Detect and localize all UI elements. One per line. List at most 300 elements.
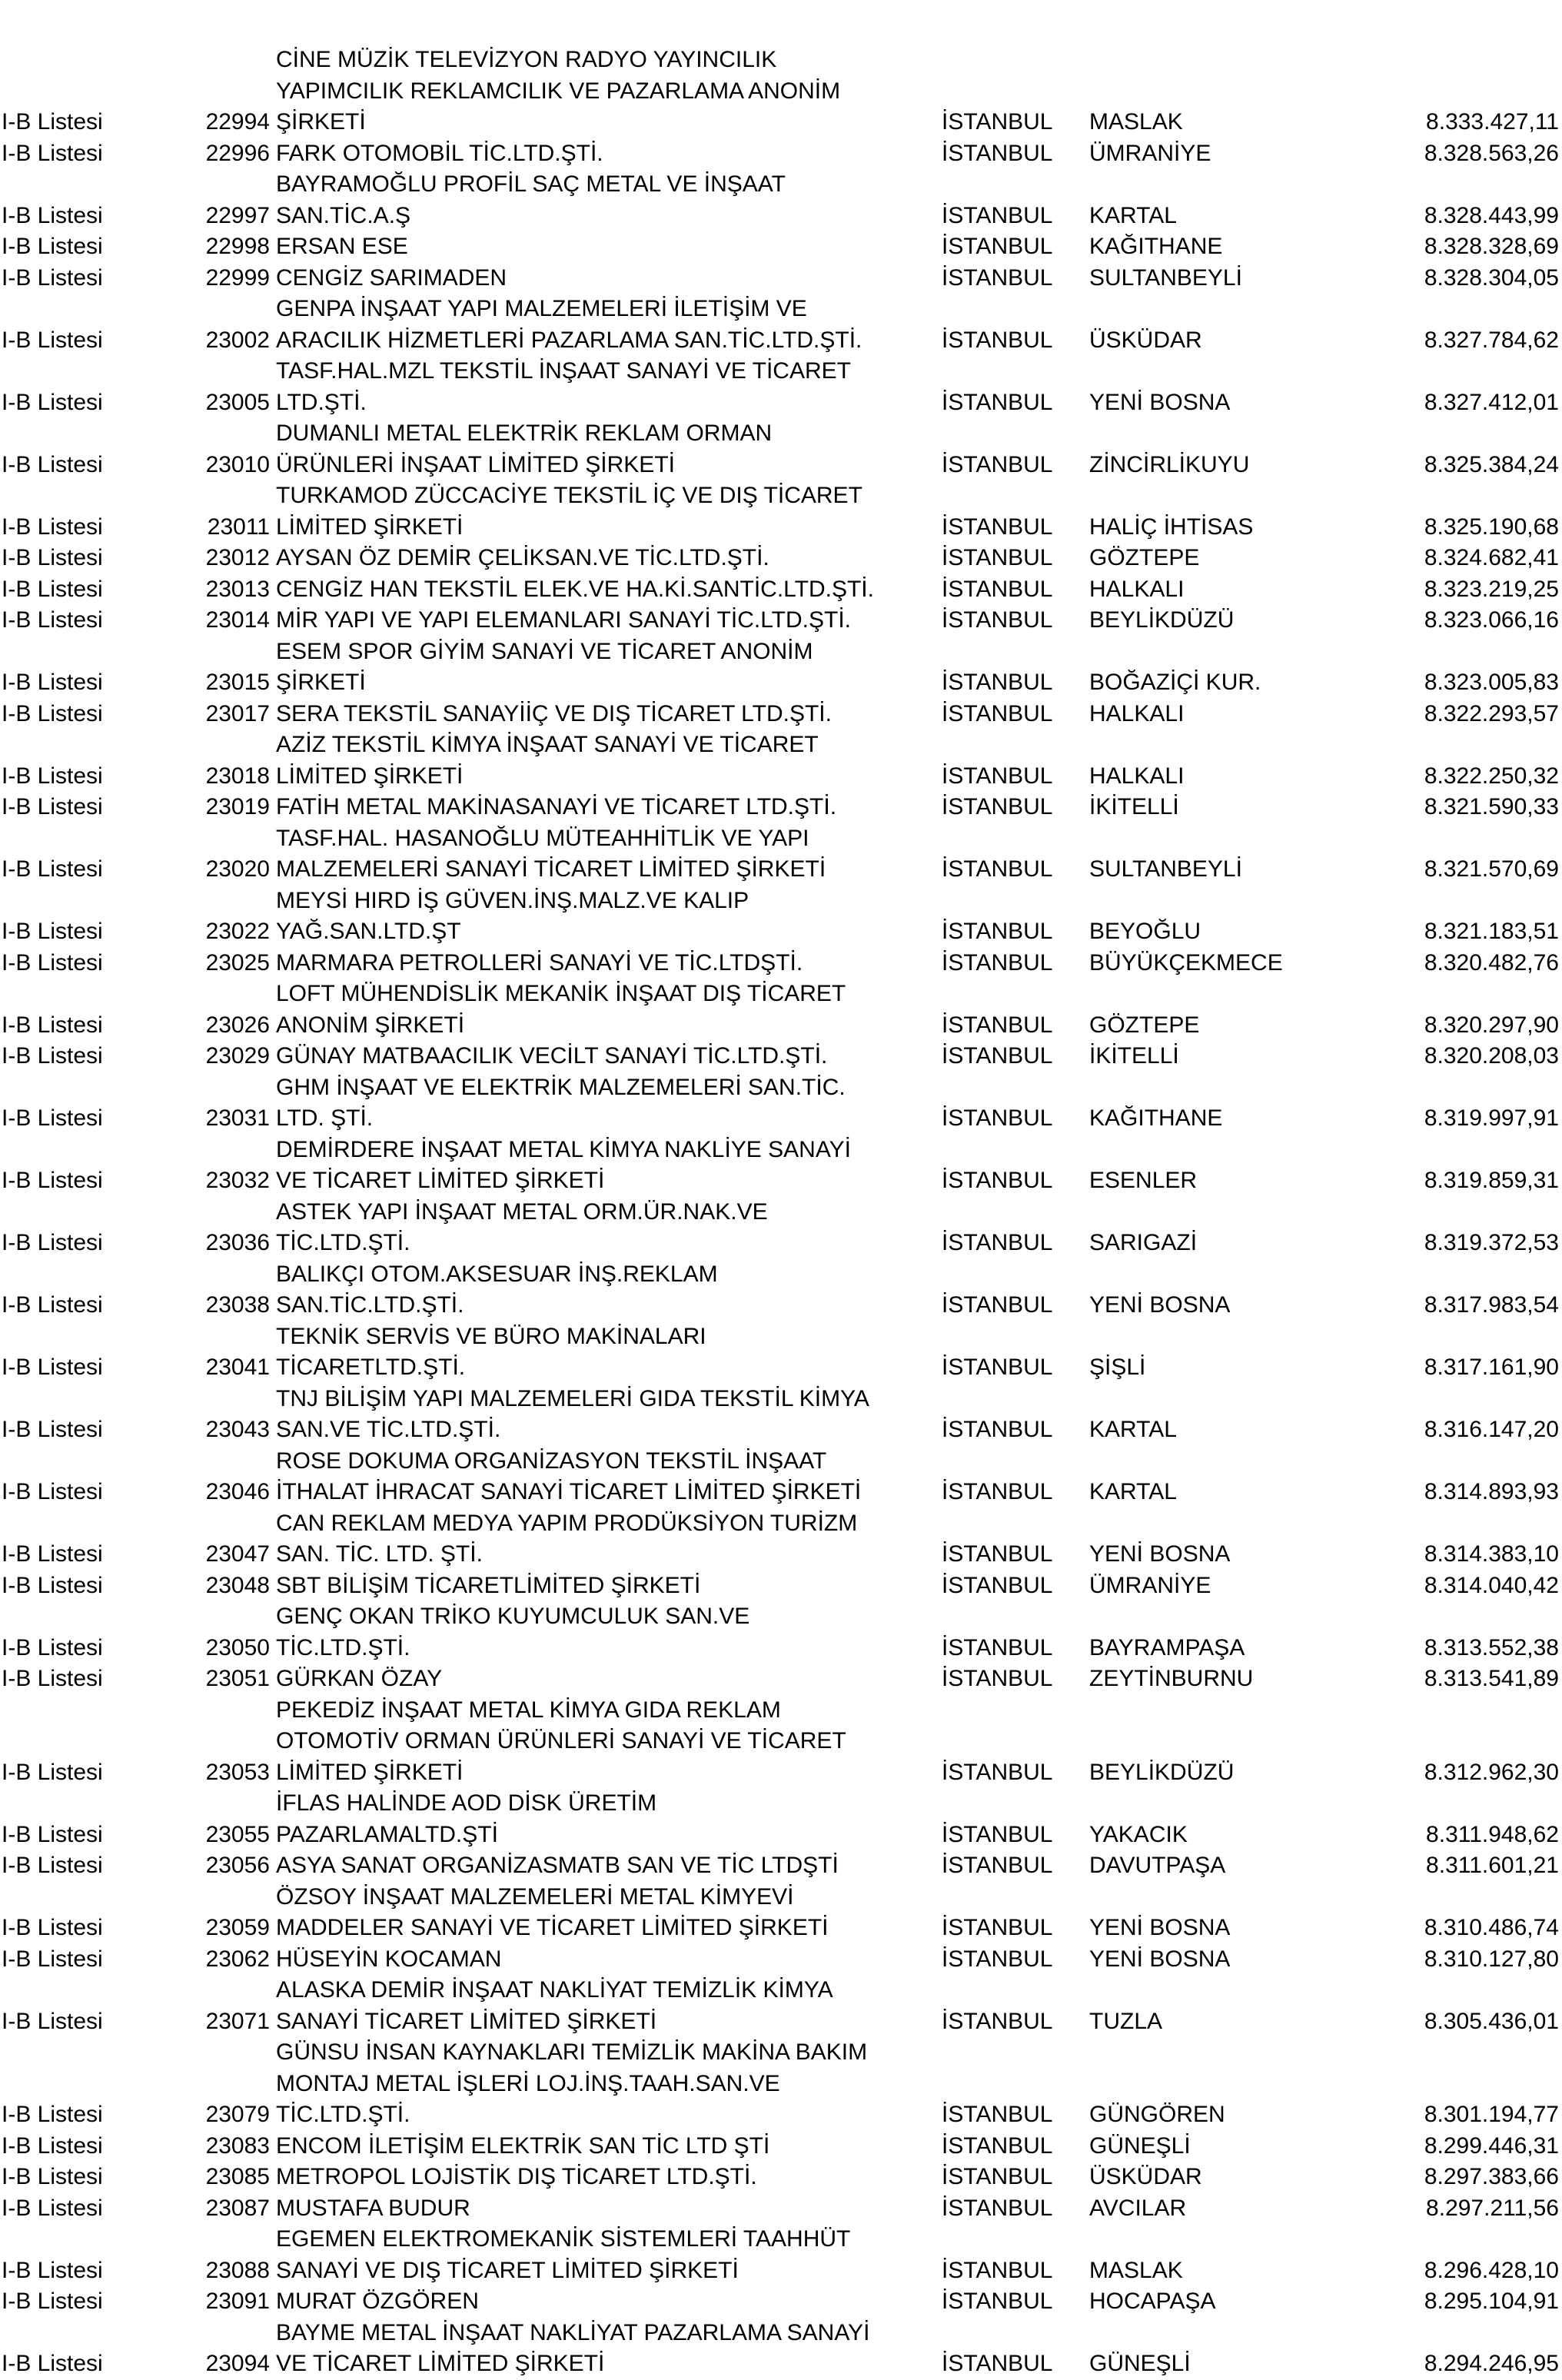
company-name-cell <box>276 2193 470 2225</box>
district-cell: YENİ BOSNA <box>1089 389 1231 415</box>
city-cell: İSTANBUL <box>942 919 1053 944</box>
record-number-cell: 23085 <box>205 2164 270 2189</box>
list-name-cell: I-B Listesi <box>2 1417 103 1442</box>
list-name-cell: I-B Listesi <box>2 1230 103 1255</box>
company-name-cell <box>276 574 874 606</box>
record-number-cell: 23055 <box>205 1821 270 1847</box>
table-row <box>0 1197 1562 1259</box>
city-cell: İSTANBUL <box>942 2008 1053 2034</box>
amount-cell: 8.325.384,24 <box>1424 451 1559 477</box>
list-name-cell: I-B Listesi <box>2 264 103 291</box>
list-name-cell: I-B Listesi <box>2 514 103 540</box>
district-cell: HALİÇ İHTİSAS <box>1089 514 1254 540</box>
district-cell: YENİ BOSNA <box>1089 1292 1231 1318</box>
city-cell: İSTANBUL <box>942 109 1053 135</box>
company-name-line: TİCARETLTD.ŞTİ. <box>276 1355 466 1380</box>
district-cell: HOCAPAŞA <box>1089 2289 1216 2314</box>
record-number-cell: 23041 <box>205 1355 270 1380</box>
company-name-cell <box>276 2037 867 2131</box>
amount-cell: 8.314.893,93 <box>1424 1479 1559 1504</box>
company-name-cell <box>276 2286 479 2318</box>
record-number-cell: 23002 <box>205 327 270 353</box>
company-name-line: MALZEMELERİ SANAYİ TİCARET LİMİTED ŞİRKETİ <box>276 856 826 882</box>
company-name-line: SERA TEKSTİL SANAYİİÇ VE DIŞ TİCARET LTD.ŞTİ. <box>276 700 832 726</box>
amount-cell: 8.319.372,53 <box>1424 1230 1559 1255</box>
company-name-line: GÜNSU İNSAN KAYNAKLARI TEMİZLİK MAKİNA BAKIM <box>276 2039 868 2065</box>
district-cell: YENİ BOSNA <box>1089 1915 1231 1940</box>
company-name-line: OTOMOTİV ORMAN ÜRÜNLERİ SANAYİ VE TİCARET <box>276 1728 846 1753</box>
amount-cell: 8.314.383,10 <box>1424 1541 1559 1567</box>
company-name-line: ANONİM ŞİRKETİ <box>276 1012 465 1038</box>
record-number-cell: 23032 <box>205 1168 270 1193</box>
company-name-line: LİMİTED ŞİRKETİ <box>276 514 464 540</box>
district-cell: GÜNEŞLİ <box>1089 2132 1191 2159</box>
table-row <box>0 1850 1562 1882</box>
district-cell: YENİ BOSNA <box>1089 1541 1231 1567</box>
table-row <box>0 169 1562 231</box>
amount-cell: 8.297.211,56 <box>1426 2195 1559 2221</box>
company-name-cell <box>276 1882 829 1944</box>
district-cell: ÜMRANİYE <box>1089 1572 1211 1598</box>
company-name-line: SAN.TİC.A.Ş <box>276 202 411 228</box>
table-row <box>0 637 1562 699</box>
amount-cell: 8.295.104,91 <box>1424 2289 1559 2314</box>
record-number-cell: 23026 <box>205 1012 270 1038</box>
company-name-line: ASYA SANAT ORGANİZASMATB SAN VE TİC LTDŞTİ <box>276 1853 839 1878</box>
city-cell: İSTANBUL <box>942 2289 1053 2314</box>
city-cell: İSTANBUL <box>942 264 1053 291</box>
record-number-cell: 23011 <box>207 514 270 540</box>
city-cell: İSTANBUL <box>942 1043 1053 1069</box>
amount-cell: 8.301.194,77 <box>1424 2102 1559 2127</box>
table-row <box>0 792 1562 823</box>
company-name-cell <box>276 294 862 356</box>
list-name-cell: I-B Listesi <box>2 856 103 882</box>
company-name-cell <box>276 979 846 1041</box>
company-name-line: TİC.LTD.ŞTİ. <box>276 2102 410 2127</box>
record-number-cell: 22999 <box>205 264 270 291</box>
company-name-line: YAĞ.SAN.LTD.ŞT <box>276 919 461 944</box>
company-name-line: SANAYİ TİCARET LİMİTED ŞİRKETİ <box>276 2008 657 2034</box>
company-name-line: METROPOL LOJİSTİK DIŞ TİCARET LTD.ŞTİ. <box>276 2164 757 2189</box>
company-name-line: SANAYİ VE DIŞ TİCARET LİMİTED ŞİRKETİ <box>276 2257 739 2283</box>
company-name-line: LOFT MÜHENDİSLİK MEKANİK İNŞAAT DIŞ TİCARET <box>276 981 846 1006</box>
city-cell: İSTANBUL <box>942 2351 1053 2376</box>
company-name-line: LTD. ŞTİ. <box>276 1105 374 1131</box>
list-name-cell: I-B Listesi <box>2 763 103 789</box>
district-cell: ZİNCİRLİKUYU <box>1089 451 1250 477</box>
district-cell: ESENLER <box>1089 1168 1198 1193</box>
district-cell: TUZLA <box>1089 2008 1163 2034</box>
record-number-cell: 23036 <box>205 1230 270 1255</box>
company-name-cell <box>276 45 840 138</box>
table-row <box>0 823 1562 886</box>
company-name-line: TASF.HAL. HASANOĞLU MÜTEAHHİTLİK VE YAPI <box>276 825 809 851</box>
record-number-cell: 23005 <box>205 389 270 415</box>
district-cell: SULTANBEYLİ <box>1089 856 1242 882</box>
amount-cell: 8.323.005,83 <box>1424 670 1559 695</box>
district-cell: GÜNGÖREN <box>1089 2102 1225 2127</box>
company-name-cell <box>276 1197 768 1259</box>
table-row <box>0 1321 1562 1384</box>
company-name-line: FARK OTOMOBİL TİC.LTD.ŞTİ. <box>276 140 603 166</box>
company-name-line: VE TİCARET LİMİTED ŞİRKETİ <box>276 1168 605 1193</box>
city-cell: İSTANBUL <box>942 700 1053 726</box>
company-name-line: TİC.LTD.ŞTİ. <box>276 1634 410 1660</box>
record-number-cell: 23017 <box>205 700 270 726</box>
company-name-line: GENPA İNŞAAT YAPI MALZEMELERİ İLETİŞİM VE <box>276 296 807 321</box>
table-row <box>0 1041 1562 1072</box>
record-number-cell: 22997 <box>205 202 270 228</box>
table-row <box>0 1664 1562 1695</box>
company-name-line: TEKNİK SERVİS VE BÜRO MAKİNALARI <box>276 1323 706 1349</box>
table-row <box>0 45 1562 138</box>
company-name-line: CENGİZ SARIMADEN <box>276 264 507 291</box>
amount-cell: 8.322.293,57 <box>1424 700 1559 726</box>
company-name-line: ARACILIK HİZMETLERİ PAZARLAMA SAN.TİC.LTD.ŞTİ. <box>276 327 862 353</box>
list-name-cell: I-B Listesi <box>2 1666 103 1691</box>
record-number-cell: 23088 <box>205 2257 270 2283</box>
district-cell: KARTAL <box>1089 1479 1177 1504</box>
table-row <box>0 231 1562 263</box>
amount-cell: 8.317.983,54 <box>1424 1292 1559 1318</box>
company-name-cell <box>276 1135 851 1197</box>
district-cell: BEYLİKDÜZÜ <box>1089 607 1235 633</box>
amount-cell: 8.311.948,62 <box>1426 1821 1559 1847</box>
table-row <box>0 1384 1562 1446</box>
record-number-cell: 23025 <box>205 949 270 976</box>
company-name-cell <box>276 730 819 792</box>
district-cell: BEYLİKDÜZÜ <box>1089 1759 1235 1785</box>
company-name-line: MADDELER SANAYİ VE TİCARET LİMİTED ŞİRKETİ <box>276 1915 829 1940</box>
list-name-cell: I-B Listesi <box>2 389 103 415</box>
city-cell: İSTANBUL <box>942 1572 1053 1598</box>
company-name-line: FATİH METAL MAKİNASANAYİ VE TİCARET LTD.ŞTİ. <box>276 794 837 819</box>
district-cell: BEYOĞLU <box>1089 919 1201 944</box>
company-name-cell <box>276 1446 861 1508</box>
record-number-cell: 23059 <box>205 1915 270 1940</box>
city-cell: İSTANBUL <box>942 856 1053 882</box>
list-name-cell: I-B Listesi <box>2 670 103 695</box>
table-row <box>0 948 1562 979</box>
record-number-cell: 23083 <box>205 2132 270 2159</box>
record-number-cell: 23071 <box>205 2008 270 2034</box>
company-name-line: PEKEDİZ İNŞAAT METAL KİMYA GIDA REKLAM <box>276 1697 781 1723</box>
list-name-cell: I-B Listesi <box>2 1012 103 1038</box>
table-row <box>0 2318 1562 2380</box>
company-name-line: PAZARLAMALTD.ŞTİ <box>276 1821 498 1847</box>
record-number-cell: 22998 <box>205 234 270 259</box>
list-name-cell: I-B Listesi <box>2 1572 103 1598</box>
company-name-line: EGEMEN ELEKTROMEKANİK SİSTEMLERİ TAAHHÜT <box>276 2226 851 2252</box>
record-number-cell: 23050 <box>205 1634 270 1660</box>
company-name-line: GHM İNŞAAT VE ELEKTRİK MALZEMELERİ SAN.TİC. <box>276 1074 846 1100</box>
company-name-line: ŞİRKETİ <box>276 109 366 135</box>
record-number-cell: 22996 <box>205 140 270 166</box>
amount-cell: 8.328.563,26 <box>1424 140 1559 166</box>
company-name-cell <box>276 637 813 699</box>
company-name-line: GENÇ OKAN TRİKO KUYUMCULUK SAN.VE <box>276 1604 750 1629</box>
list-name-cell: I-B Listesi <box>2 202 103 228</box>
record-number-cell: 23031 <box>205 1105 270 1131</box>
company-name-line: CAN REKLAM MEDYA YAPIM PRODÜKSİYON TURİZM <box>276 1510 858 1536</box>
company-name-line: ÜRÜNLERİ İNŞAAT LİMİTED ŞİRKETİ <box>276 451 675 477</box>
table-row <box>0 294 1562 356</box>
district-cell: KAĞITHANE <box>1089 1105 1223 1131</box>
list-name-cell: I-B Listesi <box>2 545 103 570</box>
city-cell: İSTANBUL <box>942 763 1053 789</box>
company-name-line: MEYSİ HIRD İŞ GÜVEN.İNŞ.MALZ.VE KALIP <box>276 887 749 913</box>
list-name-cell: I-B Listesi <box>2 2289 103 2314</box>
list-name-cell: I-B Listesi <box>2 1821 103 1847</box>
company-name-cell <box>276 1041 827 1072</box>
district-cell: İKİTELLİ <box>1089 794 1179 819</box>
amount-cell: 8.323.066,16 <box>1424 607 1559 633</box>
city-cell: İSTANBUL <box>942 1355 1053 1380</box>
company-name-cell <box>276 356 851 418</box>
record-number-cell: 23013 <box>205 576 270 602</box>
company-name-cell <box>276 138 603 170</box>
company-name-line: AZİZ TEKSTİL KİMYA İNŞAAT SANAYİ VE TİCARET <box>276 732 819 757</box>
table-row <box>0 574 1562 606</box>
table-row <box>0 2037 1562 2131</box>
city-cell: İSTANBUL <box>942 1946 1053 1972</box>
company-name-cell <box>276 1850 839 1882</box>
amount-cell: 8.321.570,69 <box>1424 856 1559 882</box>
table-row <box>0 1788 1562 1850</box>
city-cell: İSTANBUL <box>942 670 1053 695</box>
record-number-cell: 23038 <box>205 1292 270 1318</box>
list-name-cell: I-B Listesi <box>2 700 103 726</box>
amount-cell: 8.294.246,95 <box>1424 2351 1559 2376</box>
list-name-cell: I-B Listesi <box>2 1853 103 1878</box>
record-number-cell: 23079 <box>205 2102 270 2127</box>
company-name-cell <box>276 1321 706 1384</box>
list-name-cell: I-B Listesi <box>2 1946 103 1972</box>
company-name-line: TURKAMOD ZÜCCACİYE TEKSTİL İÇ VE DIŞ TİCARET <box>276 483 862 508</box>
company-name-cell <box>276 2224 850 2286</box>
record-number-cell: 23051 <box>205 1666 270 1691</box>
record-number-cell: 23022 <box>205 919 270 944</box>
company-name-cell <box>276 169 786 231</box>
amount-cell: 8.319.997,91 <box>1424 1105 1559 1131</box>
company-name-cell <box>276 2318 869 2380</box>
table-row <box>0 1975 1562 2037</box>
city-cell: İSTANBUL <box>942 2257 1053 2283</box>
company-name-line: ESEM SPOR GİYİM SANAYİ VE TİCARET ANONİM <box>276 638 813 664</box>
city-cell: İSTANBUL <box>942 202 1053 228</box>
company-name-line: GÜNAY MATBAACILIK VECİLT SANAYİ TİC.LTD.ŞTİ. <box>276 1043 828 1069</box>
company-name-cell <box>276 1259 718 1321</box>
district-cell: HALKALI <box>1089 763 1185 789</box>
list-name-cell: I-B Listesi <box>2 2132 103 2159</box>
record-number-cell: 23019 <box>205 794 270 819</box>
amount-cell: 8.320.297,90 <box>1424 1012 1559 1038</box>
table-row <box>0 730 1562 792</box>
amount-cell: 8.333.427,11 <box>1426 109 1559 135</box>
table-row <box>0 2162 1562 2193</box>
record-number-cell: 23015 <box>205 670 270 695</box>
company-name-line: LTD.ŞTİ. <box>276 389 367 415</box>
company-name-cell <box>276 1601 749 1664</box>
table-row <box>0 1601 1562 1664</box>
amount-cell: 8.328.328,69 <box>1424 234 1559 259</box>
company-name-cell <box>276 1571 700 1602</box>
company-name-line: ERSAN ESE <box>276 234 408 259</box>
district-cell: ÜSKÜDAR <box>1089 327 1202 353</box>
table-row <box>0 605 1562 637</box>
company-name-cell <box>276 1072 846 1135</box>
city-cell: İSTANBUL <box>942 2102 1053 2127</box>
company-name-cell <box>276 823 826 886</box>
district-cell: KAĞITHANE <box>1089 234 1223 259</box>
table-row <box>0 1571 1562 1602</box>
amount-cell: 8.296.428,10 <box>1424 2257 1559 2283</box>
table-row <box>0 138 1562 170</box>
city-cell: İSTANBUL <box>942 1634 1053 1660</box>
amount-cell: 8.319.859,31 <box>1424 1168 1559 1193</box>
company-name-line: DUMANLI METAL ELEKTRİK REKLAM ORMAN <box>276 420 773 446</box>
company-name-line: ALASKA DEMİR İNŞAAT NAKLİYAT TEMİZLİK KİMYA <box>276 1977 833 2003</box>
table-row <box>0 543 1562 574</box>
record-number-cell: 23043 <box>205 1417 270 1442</box>
amount-cell: 8.328.443,99 <box>1424 202 1559 228</box>
list-name-cell: I-B Listesi <box>2 1759 103 1785</box>
table-row <box>0 480 1562 543</box>
city-cell: İSTANBUL <box>942 1479 1053 1504</box>
city-cell: İSTANBUL <box>942 1915 1053 1940</box>
table-row <box>0 979 1562 1041</box>
city-cell: İSTANBUL <box>942 1230 1053 1255</box>
amount-cell: 8.327.412,01 <box>1424 389 1559 415</box>
company-name-cell <box>276 1508 857 1571</box>
list-name-cell: I-B Listesi <box>2 109 103 135</box>
amount-cell: 8.327.784,62 <box>1424 327 1559 353</box>
district-cell: SULTANBEYLİ <box>1089 264 1242 291</box>
company-name-line: LİMİTED ŞİRKETİ <box>276 1759 464 1785</box>
amount-cell: 8.313.541,89 <box>1424 1666 1559 1691</box>
city-cell: İSTANBUL <box>942 949 1053 976</box>
amount-cell: 8.320.482,76 <box>1424 949 1559 976</box>
amount-cell: 8.305.436,01 <box>1424 2008 1559 2034</box>
table-row <box>0 1882 1562 1944</box>
table-row <box>0 1072 1562 1135</box>
company-name-line: MONTAJ METAL İŞLERİ LOJ.İNŞ.TAAH.SAN.VE <box>276 2070 780 2096</box>
company-name-line: TNJ BİLİŞİM YAPI MALZEMELERİ GIDA TEKSTİL KİMYA <box>276 1385 869 1411</box>
record-number-cell: 23094 <box>205 2351 270 2376</box>
city-cell: İSTANBUL <box>942 1417 1053 1442</box>
company-name-line: DEMİRDERE İNŞAAT METAL KİMYA NAKLİYE SANAYİ <box>276 1136 851 1162</box>
company-name-line: YAPIMCILIK REKLAMCILIK VE PAZARLAMA ANONİM <box>276 78 841 104</box>
city-cell: İSTANBUL <box>942 1759 1053 1785</box>
list-name-cell: I-B Listesi <box>2 919 103 944</box>
list-name-cell: I-B Listesi <box>2 949 103 976</box>
company-name-line: CİNE MÜZİK TELEVİZYON RADYO YAYINCILIK <box>276 47 777 72</box>
amount-cell: 8.321.590,33 <box>1424 794 1559 819</box>
company-name-cell <box>276 948 803 979</box>
record-number-cell: 23053 <box>205 1759 270 1785</box>
company-name-line: BALIKÇI OTOM.AKSESUAR İNŞ.REKLAM <box>276 1261 718 1287</box>
company-name-cell <box>276 543 769 574</box>
table-row <box>0 1446 1562 1508</box>
company-name-line: BAYME METAL İNŞAAT NAKLİYAT PAZARLAMA SANAYİ <box>276 2319 870 2345</box>
company-name-cell <box>276 1384 869 1446</box>
list-name-cell: I-B Listesi <box>2 607 103 633</box>
list-name-cell: I-B Listesi <box>2 1105 103 1131</box>
list-name-cell: I-B Listesi <box>2 234 103 259</box>
record-number-cell: 23029 <box>205 1043 270 1069</box>
table-row <box>0 2193 1562 2225</box>
table-row <box>0 1508 1562 1571</box>
city-cell: İSTANBUL <box>942 1292 1053 1318</box>
record-number-cell: 23087 <box>205 2195 270 2221</box>
company-name-cell <box>276 1695 846 1789</box>
table-row <box>0 2224 1562 2286</box>
district-cell: HALKALI <box>1089 700 1185 726</box>
amount-cell: 8.316.147,20 <box>1424 1417 1559 1442</box>
company-name-line: TASF.HAL.MZL TEKSTİL İNŞAAT SANAYİ VE TİCARET <box>276 358 851 384</box>
amount-cell: 8.311.601,21 <box>1426 1853 1559 1878</box>
list-name-cell: I-B Listesi <box>2 2351 103 2376</box>
amount-cell: 8.313.552,38 <box>1424 1634 1559 1660</box>
company-name-cell <box>276 886 749 948</box>
company-name-cell <box>276 792 836 823</box>
company-name-line: GÜRKAN ÖZAY <box>276 1666 443 1691</box>
record-number-cell: 23010 <box>205 451 270 477</box>
district-cell: MASLAK <box>1089 109 1183 135</box>
company-name-line: LİMİTED ŞİRKETİ <box>276 763 464 789</box>
company-name-cell <box>276 699 832 730</box>
table-row <box>0 2131 1562 2162</box>
district-cell: YENİ BOSNA <box>1089 1946 1231 1972</box>
table-row <box>0 699 1562 730</box>
district-cell: ÜMRANİYE <box>1089 140 1211 166</box>
company-name-line: SBT BİLİŞİM TİCARETLİMİTED ŞİRKETİ <box>276 1572 701 1598</box>
company-name-line: ENCOM İLETİŞİM ELEKTRİK SAN TİC LTD ŞTİ <box>276 2132 770 2159</box>
company-name-line: CENGİZ HAN TEKSTİL ELEK.VE HA.Kİ.SANTİC.LTD.ŞTİ. <box>276 576 874 602</box>
list-name-cell: I-B Listesi <box>2 2102 103 2127</box>
city-cell: İSTANBUL <box>942 1821 1053 1847</box>
company-name-cell <box>276 2131 769 2162</box>
amount-cell: 8.312.962,30 <box>1424 1759 1559 1785</box>
list-name-cell: I-B Listesi <box>2 327 103 353</box>
city-cell: İSTANBUL <box>942 2164 1053 2189</box>
company-name-cell <box>276 2162 757 2193</box>
district-cell: HALKALI <box>1089 576 1185 602</box>
company-name-line: MARMARA PETROLLERİ SANAYİ VE TİC.LTDŞTİ. <box>276 949 803 976</box>
record-number-cell: 23046 <box>205 1479 270 1504</box>
record-number-cell: 23014 <box>205 607 270 633</box>
amount-cell: 8.328.304,05 <box>1424 264 1559 291</box>
city-cell: İSTANBUL <box>942 327 1053 353</box>
amount-cell: 8.322.250,32 <box>1424 763 1559 789</box>
table-row <box>0 1259 1562 1321</box>
city-cell: İSTANBUL <box>942 607 1053 633</box>
district-cell: YAKACIK <box>1089 1821 1188 1847</box>
district-cell: BAYRAMPAŞA <box>1089 1634 1245 1660</box>
district-cell: DAVUTPAŞA <box>1089 1853 1226 1878</box>
table-row <box>0 2286 1562 2318</box>
company-name-cell <box>276 480 862 543</box>
company-name-line: ŞİRKETİ <box>276 670 366 695</box>
district-cell: SARIGAZİ <box>1089 1230 1198 1255</box>
list-name-cell: I-B Listesi <box>2 2195 103 2221</box>
company-name-cell <box>276 1975 833 2037</box>
district-cell: BÜYÜKÇEKMECE <box>1089 949 1283 976</box>
city-cell: İSTANBUL <box>942 389 1053 415</box>
company-name-line: SAN.VE TİC.LTD.ŞTİ. <box>276 1417 501 1442</box>
amount-cell: 8.325.190,68 <box>1424 514 1559 540</box>
